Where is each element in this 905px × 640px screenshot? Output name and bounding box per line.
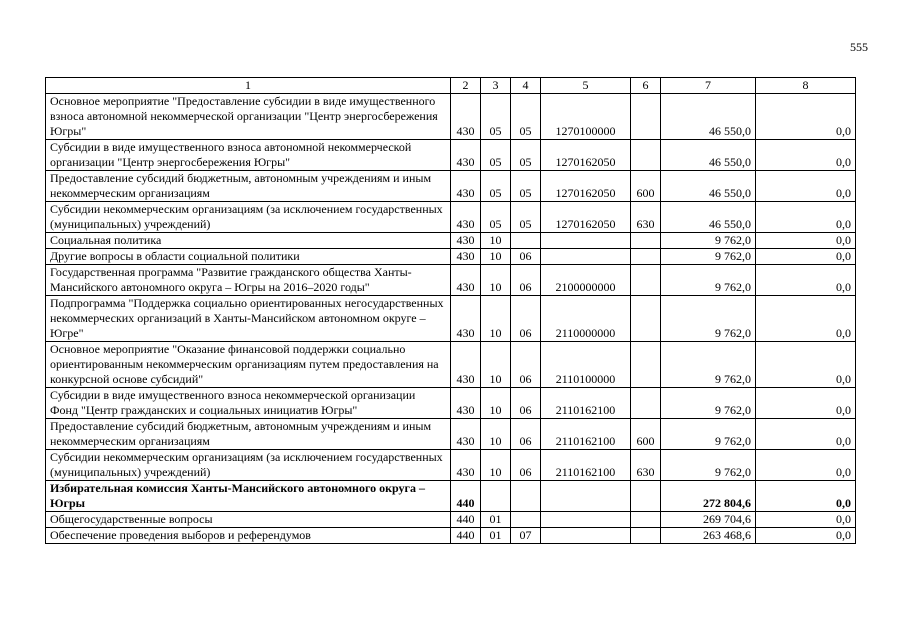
cell-description: Субсидии некоммерческим организациям (за исключением государственных (муниципальных) учреждений) [46,202,451,233]
cell-admin-code: 430 [451,249,481,265]
cell-expense-type: 600 [631,171,661,202]
cell-admin-code: 430 [451,419,481,450]
cell-admin-code: 430 [451,296,481,342]
cell-subsection: 06 [511,388,541,419]
cell-target-article: 2110000000 [541,296,631,342]
cell-target-article [541,481,631,512]
cell-description: Общегосударственные вопросы [46,512,451,528]
cell-description: Государственная программа "Развитие гражданского общества Ханты-Мансийского автономного округа – Югры на 2016–2020 годы" [46,265,451,296]
header-col-4: 4 [511,78,541,94]
cell-subsection: 06 [511,342,541,388]
cell-expense-type: 630 [631,450,661,481]
cell-description: Предоставление субсидий бюджетным, автономным учреждениям и иным некоммерческим организациям [46,171,451,202]
header-col-1: 1 [46,78,451,94]
cell-target-article [541,249,631,265]
cell-amount-federal: 0,0 [756,528,856,544]
cell-subsection: 06 [511,249,541,265]
table-row [46,388,856,419]
cell-expense-type [631,342,661,388]
cell-target-article: 2110162100 [541,388,631,419]
cell-amount: 9 762,0 [661,450,756,481]
cell-section: 05 [481,171,511,202]
cell-description: Обеспечение проведения выборов и референдумов [46,528,451,544]
table-body [46,94,856,544]
cell-expense-type [631,249,661,265]
cell-amount-federal: 0,0 [756,140,856,171]
cell-amount: 46 550,0 [661,140,756,171]
cell-target-article: 1270162050 [541,202,631,233]
budget-table [45,77,856,544]
cell-section: 01 [481,528,511,544]
cell-expense-type [631,528,661,544]
header-col-8: 8 [756,78,856,94]
cell-section: 05 [481,140,511,171]
table-row [46,171,856,202]
cell-description: Другие вопросы в области социальной политики [46,249,451,265]
cell-section [481,481,511,512]
cell-amount-federal: 0,0 [756,481,856,512]
table-row [46,233,856,249]
cell-section: 05 [481,202,511,233]
cell-amount-federal: 0,0 [756,450,856,481]
cell-admin-code: 440 [451,528,481,544]
header-col-3: 3 [481,78,511,94]
cell-description: Предоставление субсидий бюджетным, автономным учреждениям и иным некоммерческим организациям [46,419,451,450]
cell-admin-code: 430 [451,94,481,140]
header-col-2: 2 [451,78,481,94]
table-row [46,419,856,450]
cell-amount: 46 550,0 [661,94,756,140]
cell-amount: 46 550,0 [661,202,756,233]
cell-admin-code: 440 [451,481,481,512]
cell-description: Субсидии в виде имущественного взноса автономной некоммерческой организации "Центр энергосбережения Югры" [46,140,451,171]
cell-subsection: 06 [511,419,541,450]
cell-section: 10 [481,388,511,419]
header-col-6: 6 [631,78,661,94]
cell-amount-federal: 0,0 [756,171,856,202]
table-row [46,342,856,388]
cell-section: 10 [481,249,511,265]
page-number: 555 [850,40,868,54]
table-row [46,450,856,481]
table-row [46,140,856,171]
cell-expense-type: 600 [631,419,661,450]
cell-expense-type [631,265,661,296]
cell-subsection [511,481,541,512]
cell-admin-code: 440 [451,512,481,528]
cell-expense-type [631,388,661,419]
cell-expense-type: 630 [631,202,661,233]
cell-amount-federal: 0,0 [756,249,856,265]
cell-section: 10 [481,342,511,388]
cell-admin-code: 430 [451,388,481,419]
cell-amount: 9 762,0 [661,296,756,342]
table-row [46,249,856,265]
cell-admin-code: 430 [451,265,481,296]
cell-description: Основное мероприятие "Предоставление субсидии в виде имущественного взноса автономной некоммерческой организации "Центр энергосбережения Югры" [46,94,451,140]
cell-description: Избирательная комиссия Ханты-Мансийского автономного округа – Югры [46,481,451,512]
cell-amount: 272 804,6 [661,481,756,512]
cell-description: Подпрограмма "Поддержка социально ориентированных негосударственных некоммерческих организаций в Ханты-Мансийском автономном округе – Югре" [46,296,451,342]
cell-amount-federal: 0,0 [756,512,856,528]
header-col-5: 5 [541,78,631,94]
cell-admin-code: 430 [451,342,481,388]
cell-section: 10 [481,233,511,249]
cell-amount-federal: 0,0 [756,419,856,450]
cell-expense-type [631,481,661,512]
cell-subsection [511,233,541,249]
cell-amount: 9 762,0 [661,249,756,265]
cell-section: 05 [481,94,511,140]
cell-admin-code: 430 [451,450,481,481]
cell-amount-federal: 0,0 [756,265,856,296]
cell-subsection: 06 [511,296,541,342]
cell-description: Социальная политика [46,233,451,249]
cell-description: Субсидии в виде имущественного взноса некоммерческой организации Фонд "Центр гражданских и социальных инициатив Югры" [46,388,451,419]
cell-amount: 9 762,0 [661,342,756,388]
cell-section: 01 [481,512,511,528]
cell-subsection: 06 [511,265,541,296]
cell-subsection: 07 [511,528,541,544]
cell-amount: 263 468,6 [661,528,756,544]
table-row [46,265,856,296]
table-row [46,481,856,512]
cell-amount: 46 550,0 [661,171,756,202]
cell-amount: 269 704,6 [661,512,756,528]
cell-section: 10 [481,419,511,450]
cell-description: Основное мероприятие "Оказание финансовой поддержки социально ориентированным некоммерческим организациям путем предоставления на конкурсной основе субсидий" [46,342,451,388]
table-row [46,528,856,544]
cell-subsection: 05 [511,202,541,233]
cell-subsection: 06 [511,450,541,481]
table-row [46,512,856,528]
cell-admin-code: 430 [451,233,481,249]
cell-amount: 9 762,0 [661,388,756,419]
cell-expense-type [631,140,661,171]
cell-amount: 9 762,0 [661,265,756,296]
cell-admin-code: 430 [451,171,481,202]
cell-section: 10 [481,296,511,342]
cell-target-article: 1270162050 [541,171,631,202]
cell-amount-federal: 0,0 [756,202,856,233]
cell-target-article [541,528,631,544]
cell-expense-type [631,94,661,140]
cell-target-article: 1270162050 [541,140,631,171]
cell-subsection: 05 [511,140,541,171]
cell-amount: 9 762,0 [661,233,756,249]
cell-admin-code: 430 [451,202,481,233]
cell-description: Субсидии некоммерческим организациям (за исключением государственных (муниципальных) учреждений) [46,450,451,481]
cell-target-article: 2100000000 [541,265,631,296]
cell-target-article: 2110100000 [541,342,631,388]
cell-admin-code: 430 [451,140,481,171]
cell-amount-federal: 0,0 [756,296,856,342]
cell-section: 10 [481,265,511,296]
cell-expense-type [631,296,661,342]
cell-amount: 9 762,0 [661,419,756,450]
cell-subsection [511,512,541,528]
table-row [46,94,856,140]
cell-target-article [541,512,631,528]
cell-target-article: 2110162100 [541,450,631,481]
cell-amount-federal: 0,0 [756,233,856,249]
cell-target-article [541,233,631,249]
header-col-7: 7 [661,78,756,94]
table-row [46,296,856,342]
cell-target-article: 2110162100 [541,419,631,450]
cell-expense-type [631,233,661,249]
header-row [46,78,856,94]
cell-amount-federal: 0,0 [756,94,856,140]
cell-section: 10 [481,450,511,481]
cell-subsection: 05 [511,171,541,202]
cell-amount-federal: 0,0 [756,388,856,419]
cell-amount-federal: 0,0 [756,342,856,388]
cell-target-article: 1270100000 [541,94,631,140]
table-row [46,202,856,233]
cell-expense-type [631,512,661,528]
cell-subsection: 05 [511,94,541,140]
